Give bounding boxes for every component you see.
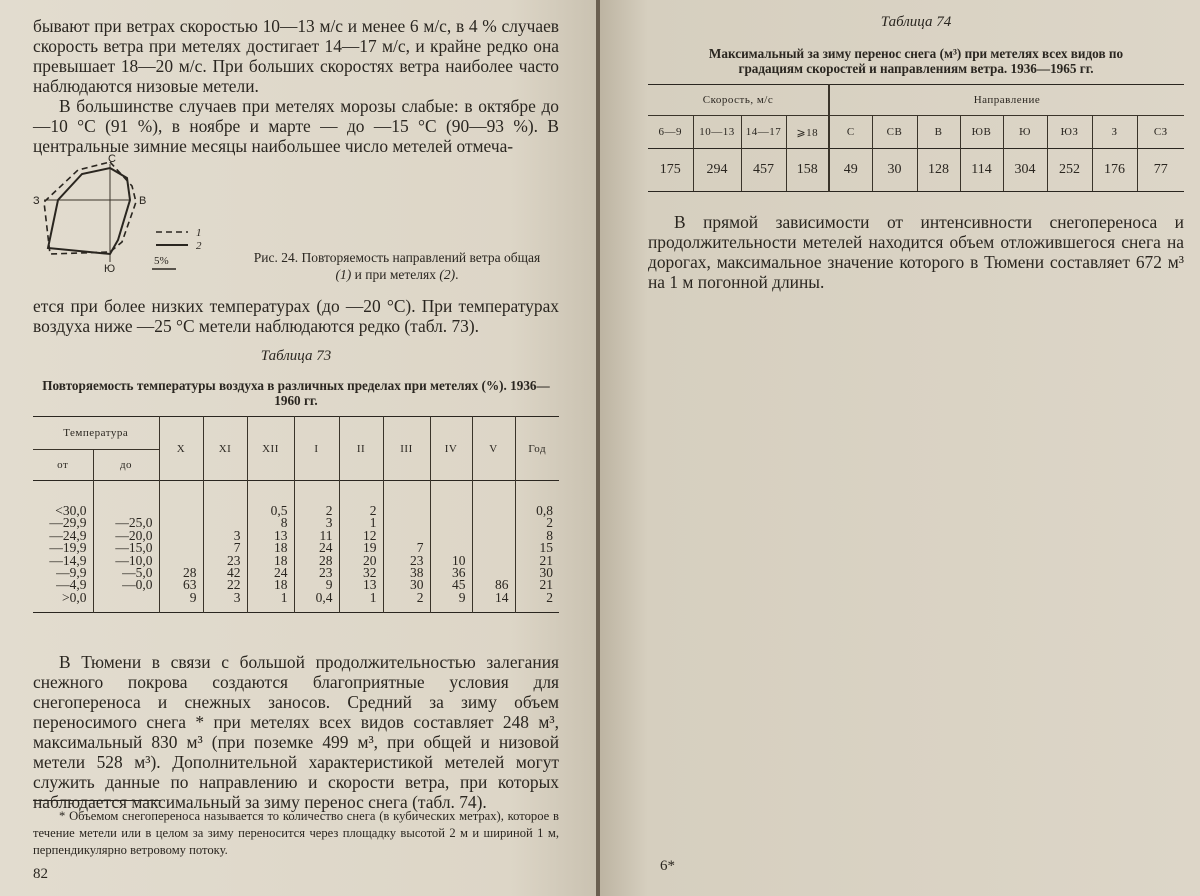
table-cell: 21 [539, 577, 553, 593]
table-row [33, 555, 559, 567]
table-cell: 18 [247, 542, 294, 554]
table-row [33, 517, 559, 529]
table74-head-speed-bin: ⩾18 [786, 116, 829, 149]
table-cell: 8 [546, 527, 553, 543]
paragraph-snow-deposit: В прямой зависимости от интенсивности снегопереноса и продолжительности метелей находится объем отложившегося снега на дорогах, максимальное значение которого в Тюмени составляет 672 м³ на 1 м погонной длины. [648, 212, 1184, 292]
paragraph-low-temp: ется при более низких температурах (до —20 °С). При температурах воздуха ниже —25 °С метели наблюдаются редко (табл. 73). [33, 296, 559, 336]
table-cell: 1 [247, 592, 294, 604]
table74-head-direction-item: З [1092, 116, 1137, 149]
table-cell: —29,9 [33, 517, 93, 529]
table-cell: —20,0 [93, 530, 159, 542]
table-cell: 28 [159, 567, 203, 579]
table-row [33, 579, 559, 591]
table-cell: 3 [203, 592, 247, 604]
table-cell: 63 [159, 579, 203, 591]
table74-speed-value: 158 [786, 149, 829, 192]
table-cell: 7 [203, 542, 247, 554]
table73-head-temperature: Температура [33, 417, 159, 450]
table-row [33, 530, 559, 542]
table73-title: Повторяемость температуры воздуха в различных пределах при метелях (%). 1936—1960 гг. [42, 378, 550, 408]
table-cell [159, 530, 203, 542]
table-cell [430, 530, 472, 542]
table-cell: 42 [203, 567, 247, 579]
table-cell: 8 [247, 517, 294, 529]
table74-head-speed: Скорость, м/с [648, 85, 829, 116]
table-row [33, 567, 559, 579]
table-cell: 9 [430, 592, 472, 604]
table74-head-speed-bin: 10—13 [693, 116, 741, 149]
table73-head-month: XI [203, 417, 247, 481]
figure-caption [233, 249, 561, 283]
table-cell: 45 [430, 579, 472, 591]
table73-head-month: XII [247, 417, 294, 481]
table-cell: <30,0 [33, 505, 93, 517]
table-row [33, 505, 559, 517]
table-cell: 23 [294, 567, 339, 579]
table-cell: —15,0 [93, 542, 159, 554]
table-cell [472, 505, 515, 517]
table-cell [203, 505, 247, 517]
table-cell: 7 [383, 542, 430, 554]
table73-head-month: IV [430, 417, 472, 481]
table-73 [33, 416, 559, 613]
table73-head-year: Год [528, 442, 547, 455]
table-cell [472, 530, 515, 542]
table74-speed-value: 294 [693, 149, 741, 192]
table73-head-month: III [383, 417, 430, 481]
table-cell [430, 517, 472, 529]
paragraph-frost: В большинстве случаев при метелях морозы слабые: в октябре до —10 °С (91 %), в ноябре и марте — до —15 °С (90—93 %). В центральные зимние месяцы наибольшее число метелей отмеча- [33, 96, 559, 156]
table-cell: 2 [546, 589, 553, 605]
table-cell: —24,9 [33, 530, 93, 542]
table-row [33, 542, 559, 554]
table-cell: 2 [339, 505, 383, 517]
table-cell [430, 505, 472, 517]
table73-head-month: X [159, 417, 203, 481]
table-cell: 12 [339, 530, 383, 542]
table-cell: 32 [339, 567, 383, 579]
table74-direction-value: 128 [917, 149, 960, 192]
table74-head-direction-item: С [829, 116, 872, 149]
table-cell: —5,0 [93, 567, 159, 579]
table74-title: Максимальный за зиму перенос снега (м³) при метелях всех видов по градациям скоростей и направлениям ветра. 1936—1965 гг. [708, 46, 1124, 76]
table-cell: 21 [539, 552, 553, 568]
figure-caption-mid: и при метелях [351, 267, 440, 282]
table-cell: 22 [203, 579, 247, 591]
table-cell: 18 [247, 555, 294, 567]
table-cell: 11 [294, 530, 339, 542]
table74-head-speed-bin: 14—17 [741, 116, 786, 149]
table-cell: —25,0 [93, 517, 159, 529]
table-cell: —4,9 [33, 579, 93, 591]
scale-label: 5% [154, 255, 169, 267]
footnote: * Объемом снегопереноса называется то количество снега (в кубических метрах), которое в течение метели или в целом за зиму переносится через площадку высотой 2 м и шириной 1 м, перпендикулярно ветровому потоку. [33, 809, 559, 857]
figure-caption-end: . [455, 267, 459, 282]
table74-head-direction-item: ЮЗ [1047, 116, 1092, 149]
table-cell [472, 542, 515, 554]
table74-direction-value: 304 [1003, 149, 1047, 192]
table-cell: 3 [294, 517, 339, 529]
table74-direction-value: 252 [1047, 149, 1092, 192]
table74-direction-value: 30 [872, 149, 917, 192]
table-cell: —0,0 [93, 579, 159, 591]
table-cell [93, 592, 159, 604]
table-cell: 30 [383, 579, 430, 591]
table-cell [383, 517, 430, 529]
table74-head-direction-item: Ю [1003, 116, 1047, 149]
table-row [33, 592, 559, 604]
wind-rose-label-s: Ю [104, 263, 116, 275]
table-cell [472, 555, 515, 567]
table74-head-direction-item: ЮВ [960, 116, 1003, 149]
wind-rose-label-w: З [33, 195, 40, 207]
table-cell: 14 [472, 592, 515, 604]
table-cell [159, 542, 203, 554]
table-cell: 0,8 [536, 503, 553, 518]
table-cell: 2 [546, 515, 553, 531]
table-74 [648, 84, 1184, 192]
wind-rose-label-n: С [108, 153, 116, 165]
table74-direction-value: 114 [960, 149, 1003, 192]
table-cell: —19,9 [33, 542, 93, 554]
table-cell: 10 [430, 555, 472, 567]
table74-speed-value: 457 [741, 149, 786, 192]
table74-direction-value: 176 [1092, 149, 1137, 192]
table74-head-direction-item: СВ [872, 116, 917, 149]
paragraph-wind-speed: бывают при ветрах скоростью 10—13 м/с и менее 6 м/с, в 4 % случаев скорость ветра при метелях достигает 14—17 м/с, и крайне редко она превышает 18—20 м/с. При больших скоростях ветра наиболее часто наблюдаются низовые метели. [33, 16, 559, 96]
table73-head-from: от [33, 450, 93, 481]
table73-caption: Таблица 73 [260, 348, 332, 364]
table74-head-direction-item: СЗ [1153, 126, 1168, 138]
table-cell: 23 [383, 555, 430, 567]
table-cell: 2 [383, 592, 430, 604]
table-cell: —14,9 [33, 555, 93, 567]
table74-speed-value: 175 [648, 149, 693, 192]
table74-head-speed-bin: 6—9 [648, 116, 693, 149]
table-cell: —10,0 [93, 555, 159, 567]
table-cell: >0,0 [33, 592, 93, 604]
table74-head-direction-item: В [917, 116, 960, 149]
legend-1-label: 1 [196, 227, 202, 239]
table-cell [159, 517, 203, 529]
table-cell: 30 [539, 565, 553, 581]
table-cell [383, 505, 430, 517]
table73-head-month: I [294, 417, 339, 481]
table74-direction-value: 77 [1137, 149, 1184, 192]
page-number-left: 82 [33, 866, 48, 882]
table-cell: 2 [294, 505, 339, 517]
footnote-divider [33, 800, 161, 801]
table-cell: 38 [383, 567, 430, 579]
table73-head-month: II [339, 417, 383, 481]
figure-caption-n1: (1) [335, 267, 352, 282]
page-number-right: 6* [660, 858, 675, 874]
table-cell: 23 [203, 555, 247, 567]
table74-caption: Таблица 74 [880, 14, 952, 30]
table-cell: 1 [339, 517, 383, 529]
table73-head-to: до [93, 450, 159, 481]
table-cell [472, 517, 515, 529]
table-cell: 15 [539, 540, 553, 556]
figure-caption-main: Рис. 24. Повторяемость направлений ветра общая [253, 250, 541, 265]
table-cell: 13 [339, 579, 383, 591]
table-cell: 24 [294, 542, 339, 554]
wind-rose-figure [30, 150, 230, 280]
table-cell: 36 [430, 567, 472, 579]
table74-head-direction: Направление [829, 85, 1184, 116]
legend-2-label: 2 [196, 240, 202, 252]
table-cell: 20 [339, 555, 383, 567]
table-cell: 24 [247, 567, 294, 579]
figure-caption-n2: (2) [439, 267, 456, 282]
table74-direction-value: 49 [829, 149, 872, 192]
table-cell: 18 [247, 579, 294, 591]
table-cell: 0,4 [294, 592, 339, 604]
paragraph-tyumen-snow: В Тюмени в связи с большой продолжительностью залегания снежного покрова создаются благоприятные условия для снегопереноса и снежных заносов. Средний за зиму объем переносимого снега * при метелях всех видов составляет 248 м³, максимальный 830 м³ (при поземке 499 м³, при общей и низовой метели 528 м³). Дополнительной характеристикой метелей могут служить данные по направлению и скорости ветра, при которых наблюдается максимальный за зиму перенос снега (табл. 74). [33, 652, 559, 812]
table-cell: 9 [294, 579, 339, 591]
table-cell: 86 [472, 579, 515, 591]
table73-head-month: V [472, 417, 515, 481]
table-cell: —9,9 [33, 567, 93, 579]
wind-rose-label-e: В [139, 195, 147, 207]
table-cell [159, 505, 203, 517]
table-cell: 3 [203, 530, 247, 542]
table-cell: 1 [339, 592, 383, 604]
table-cell: 19 [339, 542, 383, 554]
table-cell: 28 [294, 555, 339, 567]
table-cell: 0,5 [247, 505, 294, 517]
table-cell: 9 [159, 592, 203, 604]
table-cell: 13 [247, 530, 294, 542]
